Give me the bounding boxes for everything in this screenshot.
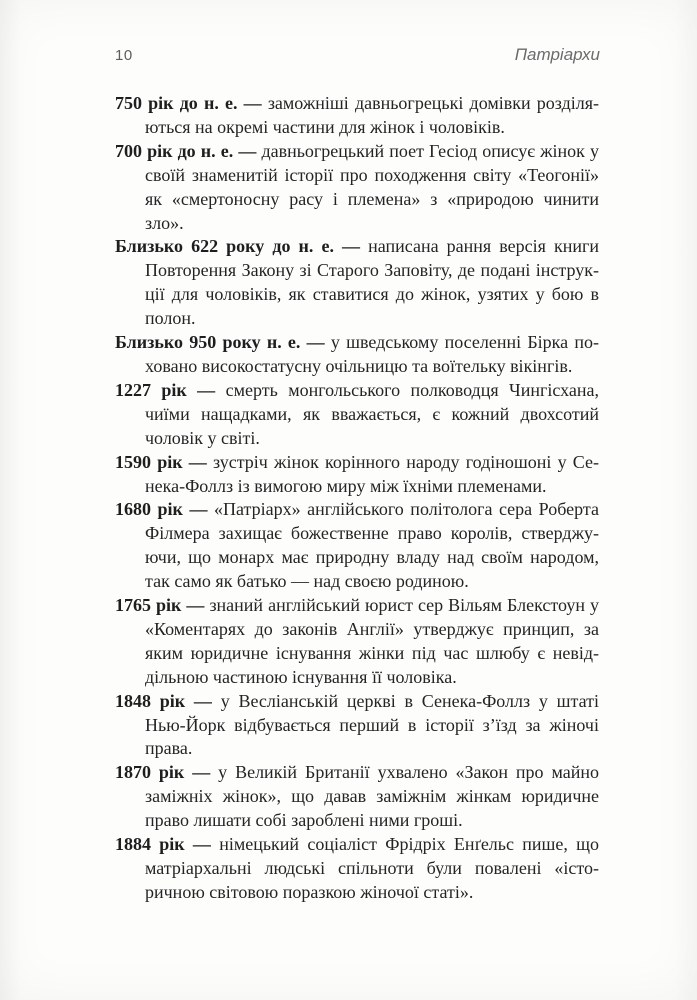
entry-year: 750 рік до н. е. — [115,93,262,113]
entry-text: знаний англійський юрист сер Вільям Блекстоун у «Коментарях до законів Англії» утверджує принцип, за яким юридичне існування жінки під час шлюбу є невіддільною частиною існування її чоловіка. [145,595,600,687]
entry-year: 1848 рік — [115,690,212,711]
entry-text: зустріч жінок корінного народу годіношоні у Сенека-Фоллз із вимогою миру між їхніми племенами. [145,451,600,496]
entry-text: давньогрецький поет Гесіод описує жінок у своїй знаменитій історії про походження світу «Теогонії» як «смертоносну расу і племена» з «природою чинити зло». [145,140,599,233]
entry-year: 1680 рік — [115,499,208,520]
entry-text: «Патріарх» англійського політолога сера Роберта Філмера захищає божественне право королів, стверджуючи, що монарх має природну владу над своїм народом, так само як батько — над своєю родиною. [145,499,599,592]
entry-year: 700 рік до н. е. — [115,140,257,161]
entry-year: 1765 рік — [115,595,205,616]
running-title: Патріархи [514,45,600,64]
entry-text: заможніші давньогрецькі домівки розділяються на окремі частини для жінок і чоловіків. [145,93,599,137]
entry-text: написана рання версія книги Повторення Закону зі Старого Заповіту, де подані інструкції для чоловіків, як ставитися до жінок, узятих у бою в полон. [145,236,599,329]
entry-year: 1870 рік — [115,762,211,783]
timeline-entry [115,451,599,499]
page-header [115,45,600,65]
entry-year: 1227 рік — [115,379,216,400]
entry-year: Близько 622 року до н. е. — [115,236,361,257]
entry-text: у шведському поселенні Бірка поховано високостатусну очільницю та воїтельку вікінгів. [145,332,599,376]
entry-year: 1884 рік — [115,834,211,855]
entry-text: у Великій Британії ухвалено «Закон про майно заміжніх жінок», що давав заміжнім жінкам юридичне право лишати собі зароблені ними гроші. [145,762,599,831]
entry-text: німецький соціаліст Фрідріх Енґельс пише, що матріархальні людські спільноти були повалені «історичною світовою поразкою жіночої статі». [145,834,599,902]
timeline-entry [115,761,599,833]
entry-year: Близько 950 року н. е. — [115,332,325,353]
timeline-entry [115,92,599,140]
timeline-entry [115,140,599,236]
entry-text: смерть монгольського полководця Чингісхана, чиїми нащадками, як вважається, є кожний двохсотий чоловік у світі. [145,379,599,448]
page-number: 10 [115,47,133,64]
timeline-entry [115,690,599,762]
timeline-entry [115,331,599,379]
timeline-entry [115,498,599,594]
timeline-list [115,92,599,905]
timeline-entry [115,594,599,690]
entry-text: у Весліанській церкві в Сенека-Фоллз у штаті Нью-Йорк відбувається перший в історії з’їзд за жіночі права. [145,690,600,759]
timeline-entry [115,235,599,331]
timeline-entry [115,833,599,905]
entry-year: 1590 рік — [115,451,207,472]
timeline-entry [115,379,599,451]
